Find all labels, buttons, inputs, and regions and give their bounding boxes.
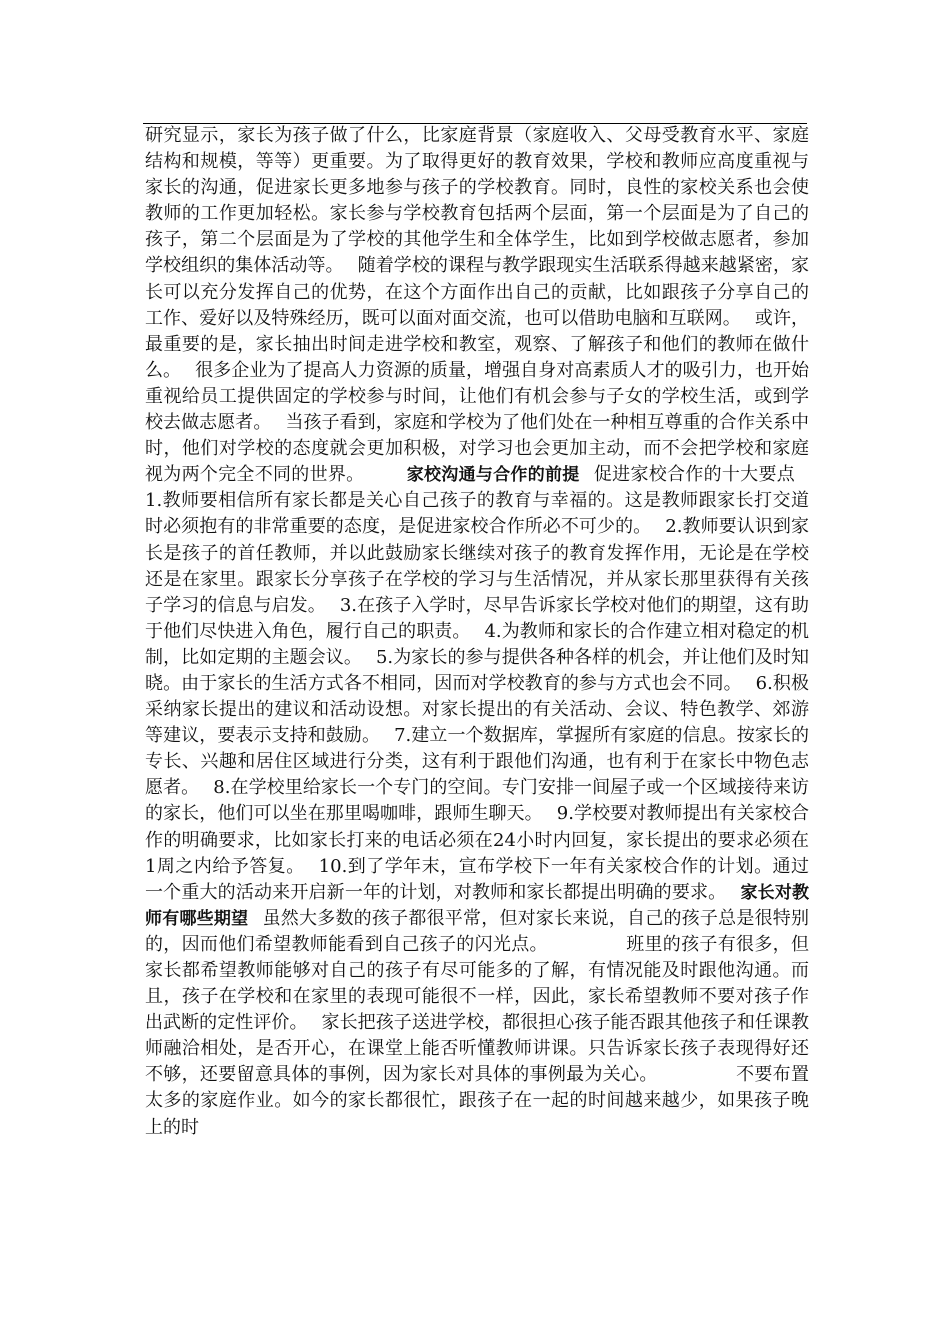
section-heading-1: 家校沟通与合作的前提: [406, 465, 580, 486]
paragraph-3: 或许，最重要的是，家长抽出时间走进学校和教室，观察、了解孩子和他们的教师在做什么。: [145, 307, 810, 381]
paragraph-9: 不要布置太多的家庭作业。如今的家长都很忙，跟孩子在一起的时间越来越少，如果孩子晚上的时: [145, 1064, 809, 1138]
paragraph-5: 当孩子看到，家庭和学校为了他们处在一种相互尊重的合作关系中时，他们对学校的态度就会更加积极，对学习也会更加主动，而不会把学校和家庭视为两个完全不同的世界。: [145, 412, 809, 486]
point-item: 5.为家长的参与提供各种各样的机会，并让他们及时知晓。由于家长的生活方式各不相同，因而对学校教育的参与方式也会不同。: [145, 646, 809, 694]
document-body: [145, 123, 809, 1141]
paragraph-6: 虽然大多数的孩子都很平常，但对家长来说，自己的孩子总是很特别的，因而他们希望教师能看到自己孩子的闪光点。: [145, 907, 810, 955]
point-item: 9.学校要对教师提出有关家校合作的明确要求，比如家长打来的电话必须在24小时内回复，家长提出的要求必须在1周之内给予答复。: [145, 803, 809, 877]
point-item: 2.教师要认识到家长是孩子的首任教师，并以此鼓励家长继续对孩子的教育发挥作用，无论是在学校还是在家里。跟家长分享孩子在学校的学习与生活情况，并从家长那里获得有关孩子学习的信息与启发。: [145, 516, 809, 616]
point-item: 7.建立一个数据库，掌握所有家庭的信息。按家长的专长、兴趣和居住区域进行分类，这有利于跟他们沟通，也有利于在家长中物色志愿者。: [145, 725, 810, 799]
paragraph-2: 随着学校的课程与教学跟现实生活联系得越来越紧密，家长可以充分发挥自己的优势，在这个方面作出自己的贡献，比如跟孩子分享自己的工作、爱好以及特殊经历，既可以面对面交流，也可以借助电脑和互联网。: [145, 255, 810, 329]
paragraph-4: 很多企业为了提高人力资源的质量，增强自身对高素质人才的吸引力，也开始重视给员工提供固定的学校参与时间，让他们有机会参与子女的学校生活，或到学校去做志愿者。: [145, 359, 810, 434]
paragraph-1: 研究显示，家长为孩子做了什么，比家庭背景（家庭收入、父母受教育水平、家庭结构和规模，等等）更重要。为了取得更好的教育效果，学校和教师应高度重视与家长的沟通，促进家长更多地参与孩子的学校教育。同时，良性的家校关系也会使教师的工作更加轻松。家长参与学校教育包括两个层面，第一个层面是为了自己的孩子，第二个层面是为了学校的其他学生和全体学生，比如到学校做志愿者，参加学校组织的集体活动等。: [145, 125, 809, 277]
point-item: 4.为教师和家长的合作建立相对稳定的机制，比如定期的主题会议。: [145, 620, 809, 668]
point-item: 3.在孩子入学时，尽早告诉家长学校对他们的期望，这有助于他们尽快进入角色，履行自己的职责。: [145, 594, 810, 642]
point-item: 1.教师要相信所有家长都是关心自己孩子的教育与幸福的。这是教师跟家长打交道时必须抱有的非常重要的态度，是促进家校合作所必不可少的。: [145, 490, 809, 538]
point-item: 8.在学校里给家长一个专门的空间。专门安排一间屋子或一个区域接待来访的家长，他们可以坐在那里喝咖啡，跟师生聊天。: [145, 777, 810, 825]
section-1-intro: 促进家校合作的十大要点: [593, 464, 796, 486]
section-heading-2: 家长对教师有哪些期望: [145, 882, 810, 929]
point-item: 6.积极采纳家长提出的建议和活动设想。对家长提出的有关活动、会议、特色教学、郊游等建议，要表示支持和鼓励。: [145, 672, 809, 747]
paragraph-7: 班里的孩子有很多，但家长都希望教师能够对自己的孩子有尽可能多的了解，有情况能及时跟他沟通。而且，孩子在学校和在家里的表现可能很不一样，因此，家长希望教师不要对孩子作出武断的定性评价。: [145, 933, 809, 1034]
paragraph-8: 家长把孩子送进学校，都很担心孩子能否跟其他孩子和任课教师融洽相处，是否开心，在课堂上能否听懂教师讲课。只告诉家长孩子表现得好还不够，还要留意具体的事例，因为家长对具体的事例最为关心。: [145, 1012, 809, 1086]
point-item: 10.到了学年末，宣布学校下一年有关家校合作的计划。通过一个重大的活动来开启新一年的计划，对教师和家长都提出明确的要求。: [145, 855, 810, 903]
